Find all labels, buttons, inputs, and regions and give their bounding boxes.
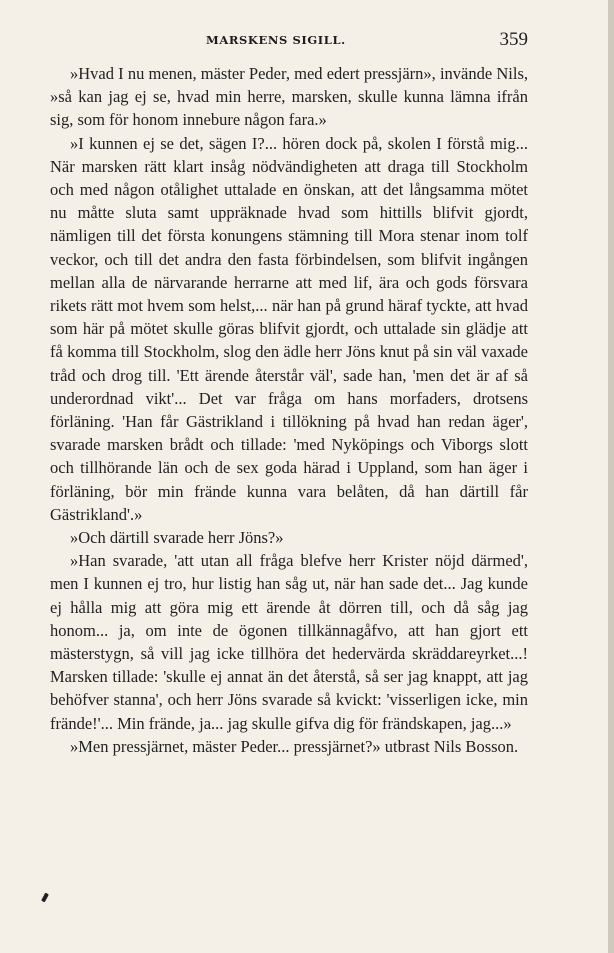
- page-number: 359: [499, 29, 528, 50]
- ink-mark: [41, 893, 49, 903]
- paragraph-3: »Och därtill svarade herr Jöns?»: [70, 528, 284, 548]
- paragraph-5: »Men pressjärnet, mäster Peder... pressjärnet?» utbrast Nils Bosson.: [70, 736, 519, 756]
- running-head: MARSKENS SIGILL.: [206, 33, 346, 47]
- page-edge: [608, 0, 614, 953]
- page-header: [0, 29, 614, 53]
- paragraph-1: »Hvad I nu menen, mäster Peder, med edert pressjärn», invände Nils, »så kan jag ej se, hvad min herre, marsken, skulle kunna lämna ifrån sig, som för honom innebure någon fara.»: [50, 64, 528, 130]
- paragraph-2: »I kunnen ej se det, sägen I?... hören dock på, skolen I förstå mig... När marsken rätt klart insåg nödvändigheten att draga till Stockholm och med någon otålighet uttalade en önskan, att det långsamma mötet nu måtte sluta samt uppräknade hvad som hittills blifvit gjordt, nämligen till det första konungens stämning till Mora stenar inom tolf veckor, och till det andra den fasta förbindelsen, som blifvit ingången mellan alla de närvarande herrarne att med lif, ära och gods försvara rikets rätt mot hvem som helst,... när han på grund häraf tyckte, att hvad som här på mötet skulle göras blifvit gjordt, och uttalade sin glädje att få komma till Stockholm, slog den ädle herr Jöns knut på sin väl vaxade tråd och drog till. 'Ett ärende återstår väl', sade han, 'men det är af så underordnad vikt'... Det var fråga om hans morfaders, drotsens förläning. 'Han får Gästrikland i tillökning på hvad han redan äger', svarade marsken brådt och tillade: 'med Nyköpings och Viborgs slott och tillhörande län och de sex goda härad i Uppland, som han äger i förläning, bör min frände kunna vara belåten, då han därtill får Gästrikland'.»: [50, 133, 528, 524]
- paragraph-4: »Han svarade, 'att utan all fråga blefve herr Krister nöjd därmed', men I kunnen ej tro, hur listig han såg ut, när han sade det... Jag kunde ej hålla mig att göra mig ett ärende åt dörren till, och då såg jag honom... ja, om inte de ögonen tillkännagåfvo, att han gjort ett mästerstygn, så vill jag icke tillhöra det hedervärda skräddareyrket...! Marsken tillade: 'skulle ej annat än det återstå, så ser jag knappt, att jag behöfver stanna', och herr Jöns svarade så kvickt: 'visserligen icke, min frände!'... Min frände, ja... jag skulle gifva dig för frändskapen, jag...»: [50, 551, 528, 733]
- body-text: [50, 62, 528, 758]
